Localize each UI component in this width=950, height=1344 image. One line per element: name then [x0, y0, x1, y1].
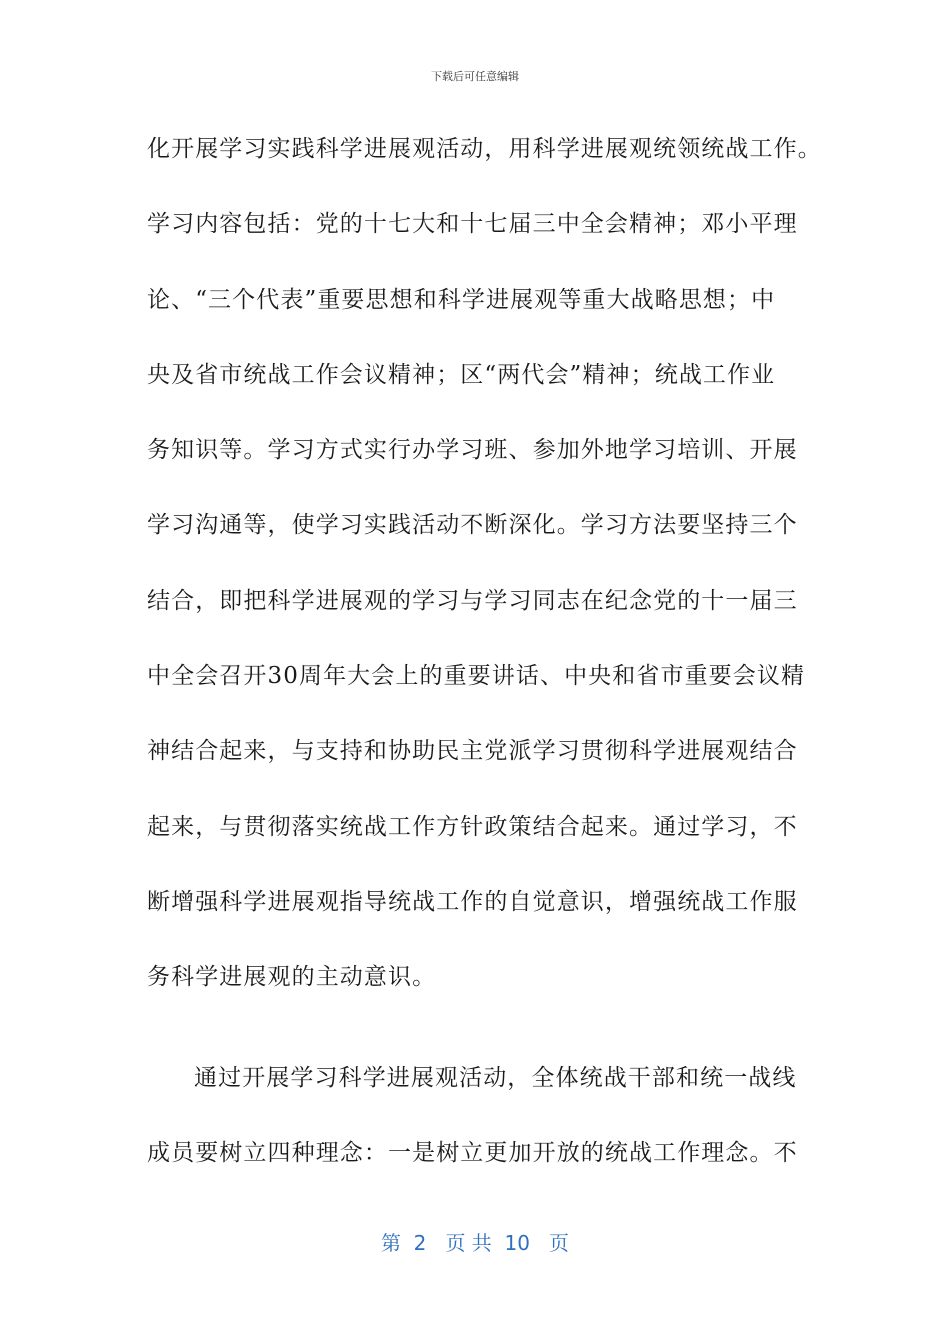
- text-line: 论、“三个代表”重要思想和科学进展观等重大战略思想；中: [147, 286, 776, 313]
- document-body: [147, 124, 827, 1203]
- page-number: 第 2 页 共 10 页: [380, 1231, 570, 1255]
- header-note: 下载后可任意编辑: [431, 70, 519, 83]
- text-line: 学习内容包括：党的十七大和十七届三中全会精神；邓小平理: [147, 211, 798, 238]
- text-line: 央及省市统战工作会议精神；区“两代会”精神；统战工作业: [147, 361, 776, 388]
- text-line: 成员要树立四种理念：一是树立更加开放的统战工作理念。不: [147, 1139, 798, 1166]
- text-line: 断增强科学进展观指导统战工作的自觉意识，增强统战工作服: [147, 888, 798, 915]
- text-line: 通过开展学习科学进展观活动，全体统战干部和统一战线: [194, 1064, 797, 1091]
- text-line: 起来，与贯彻落实统战工作方针政策结合起来。通过学习，不: [147, 813, 798, 840]
- text-line: 学习沟通等，使学习实践活动不断深化。学习方法要坚持三个: [147, 512, 798, 539]
- text-line: 化开展学习实践科学进展观活动，用科学进展观统领统战工作。: [147, 136, 822, 162]
- text-line: 结合，即把科学进展观的学习与学习同志在纪念党的十一届三: [147, 587, 798, 614]
- text-line: 中全会召开30周年大会上的重要讲话、中央和省市重要会议精: [147, 663, 806, 690]
- paragraph-gap: [147, 1028, 827, 1053]
- text-line: 务知识等。学习方式实行办学习班、参加外地学习培训、开展: [147, 437, 798, 464]
- text-line: 神结合起来，与支持和协助民主党派学习贯彻科学进展观结合: [147, 738, 798, 765]
- text-line: 务科学进展观的主动意识。: [147, 964, 437, 991]
